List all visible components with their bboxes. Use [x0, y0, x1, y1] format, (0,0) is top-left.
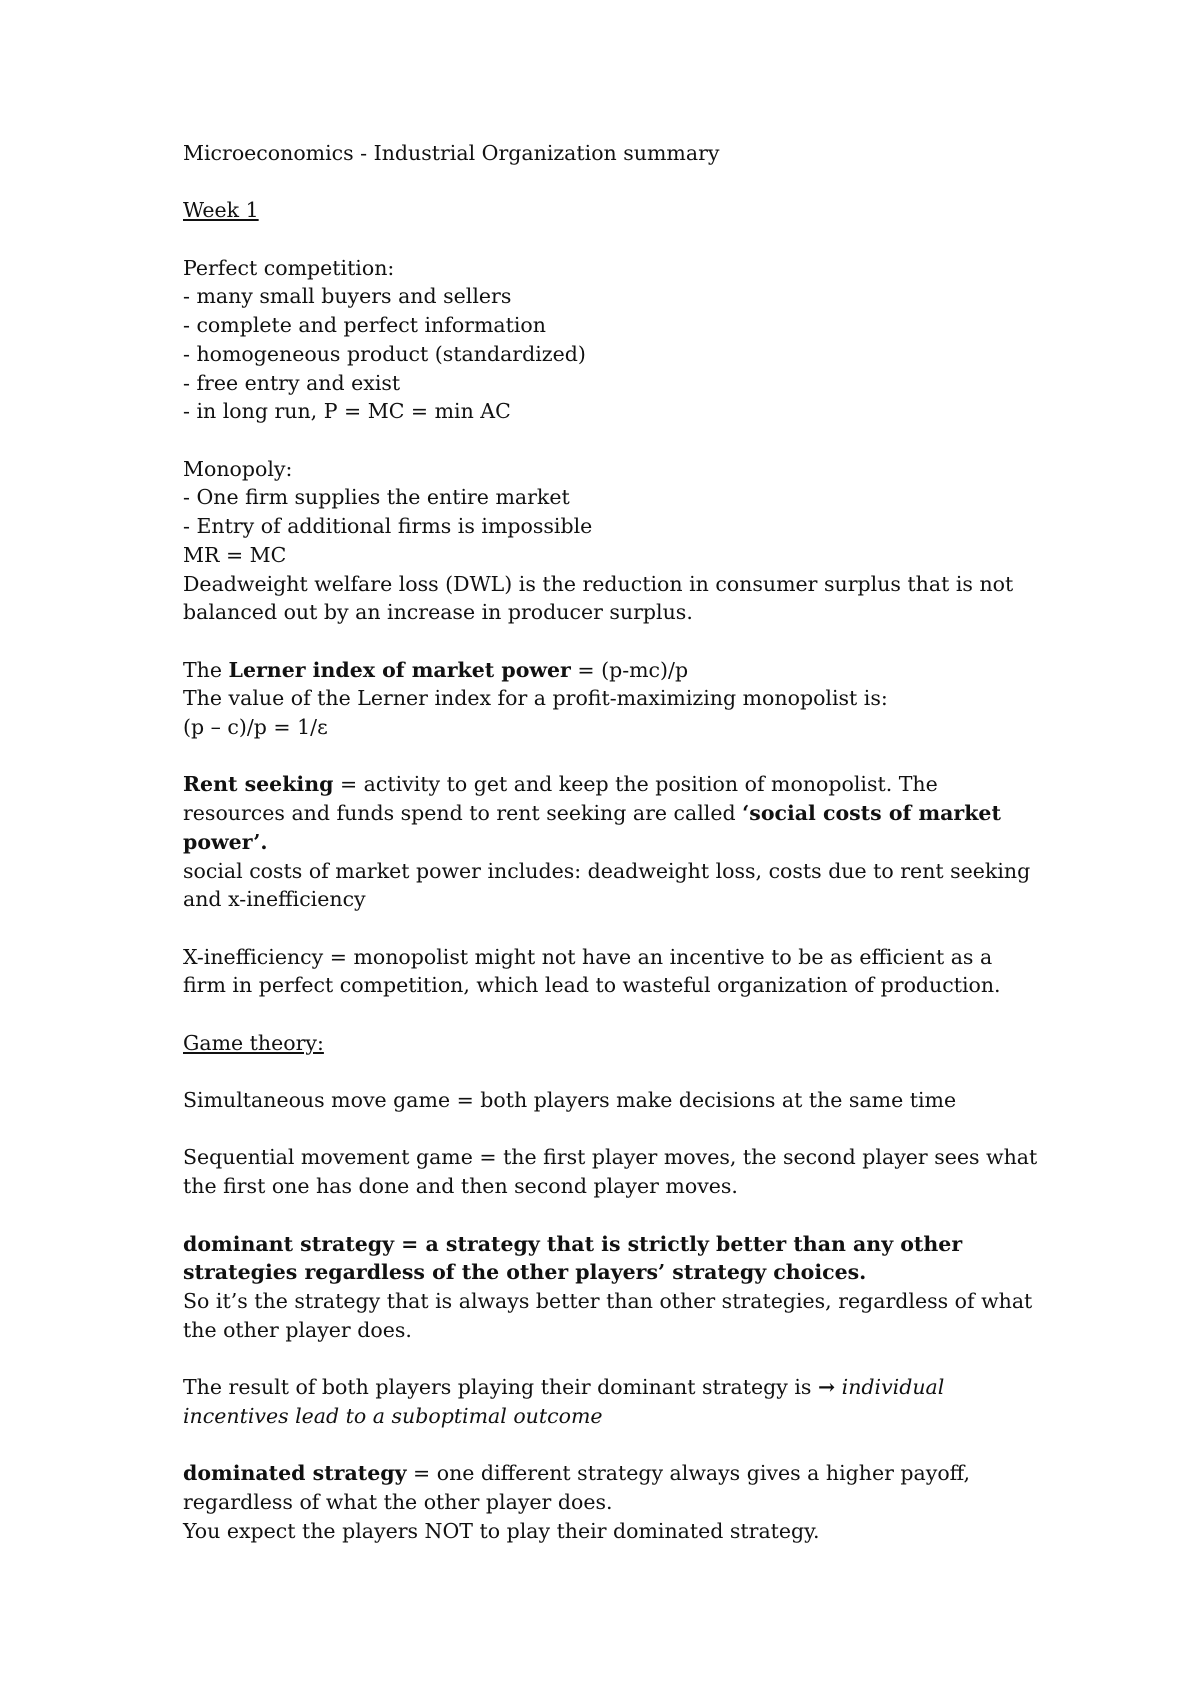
game-theory-heading: Game theory: — [183, 1030, 324, 1055]
lerner-formula: (p – c)/p = 1/ε — [183, 715, 328, 739]
dominated-strategy-term: dominated strategy — [183, 1461, 407, 1486]
mr-mc-line: MR = MC — [183, 542, 287, 567]
sequential-game-text: the first one has done and then second player moves. — [183, 1174, 738, 1199]
rent-seeking-term: Rent seeking — [183, 772, 334, 797]
list-item: - free entry and exist — [183, 370, 401, 395]
monopoly-heading: Monopoly: — [183, 456, 293, 481]
social-costs-term: power’. — [183, 829, 268, 854]
lerner-text: The value of the Lerner index for a profit-maximizing monopolist is: — [183, 686, 888, 711]
list-item: - homogeneous product (standardized) — [183, 341, 586, 366]
week-heading: Week 1 — [183, 198, 259, 223]
dominant-strategy-definition: strategies regardless of the other players’ strategy choices. — [183, 1260, 867, 1285]
dominant-strategy-definition: dominant strategy = a strategy that is strictly better than any other — [183, 1231, 963, 1256]
rent-seeking-definition: Rent seeking = activity to get and keep the position of monopolist. The — [183, 772, 938, 797]
social-costs-term: ‘social costs of market — [742, 801, 1001, 826]
result-text: incentives lead to a suboptimal outcome — [183, 1403, 603, 1428]
rent-seeking-text: social costs of market power includes: deadweight loss, costs due to rent seeking — [183, 858, 1031, 883]
sequential-game-text: Sequential movement game = the first player moves, the second player sees what — [183, 1145, 1038, 1170]
simultaneous-game-text: Simultaneous move game = both players make decisions at the same time — [183, 1088, 957, 1113]
right-arrow-icon: → — [817, 1375, 836, 1400]
dominant-strategy-text: the other player does. — [183, 1317, 412, 1342]
result-text: The result of both players playing their dominant strategy is → individual — [183, 1375, 945, 1400]
list-item: - Entry of additional firms is impossible — [183, 514, 593, 539]
dominated-strategy-text: You expect the players NOT to play their dominated strategy. — [183, 1518, 820, 1543]
document-title: Microeconomics - Industrial Organization summary — [183, 141, 720, 165]
dwl-text: Deadweight welfare loss (DWL) is the reduction in consumer surplus that is not — [183, 571, 1014, 596]
lerner-term: Lerner index of market power — [228, 657, 571, 682]
list-item: - complete and perfect information — [183, 313, 546, 338]
x-inefficiency-text: firm in perfect competition, which lead to wasteful organization of production. — [183, 973, 1001, 998]
document-page: Microeconomics - Industrial Organization summary Week 1 Perfect competition: - many small buyers and sellers - complete and perfect information - homogeneous product (standardized) - free entry and exist - in long run, P = MC = min AC Monopoly: - One firm supplies the entire market - Entry of additional firms is impossible MR = MC Deadweight welfare loss (DWL) is the reduction in consumer surplus that is not balanced out by an increase in producer surplus. The Lerner index of market power = (p-mc)/p The value of the Lerner index for a profit-maximizing monopolist is: (p – c)/p = 1/ε Rent seeking = activity to get and keep the position of monopolist. The resources and funds spend to rent seeking are called ‘social costs of market power’. social costs of market power includes: deadweight loss, costs due to rent seeking and x-inefficiency X-inefficiency = monopolist might not have an incentive to be as efficient as a firm in perfect competition, which lead to wasteful organization of production. Game theory: Simultaneous move game = both players make decisions at the same time Sequential movement game = the first player moves, the second player sees what the first one has done and then second player moves. dominant strategy = a strategy that is strictly better than any other strategies regardless of the other players’ strategy choices. So it’s the strategy that is always better than other strategies, regardless of what the other player does. The result of both players playing their dominant strategy is → individual incentives lead to a suboptimal outcome dominated strategy = one different strategy always gives a higher payoff, regardless of what the other player does. You expect the players NOT to play their dominated strategy. — [0, 0, 1200, 1698]
list-item: - One firm supplies the entire market — [183, 485, 570, 510]
dominant-strategy-term: dominant strategy — [183, 1231, 395, 1256]
lerner-definition: The Lerner index of market power = (p-mc)/p — [183, 657, 689, 682]
perfect-competition-heading: Perfect competition: — [183, 255, 395, 280]
dwl-text: balanced out by an increase in producer surplus. — [183, 600, 693, 625]
rent-seeking-text: and x-inefficiency — [183, 887, 366, 912]
dominant-strategy-text: So it’s the strategy that is always better than other strategies, regardless of what — [183, 1288, 1033, 1313]
dominated-strategy-definition: dominated strategy = one different strategy always gives a higher payoff, — [183, 1461, 971, 1486]
dominated-strategy-text: regardless of what the other player does. — [183, 1489, 613, 1514]
list-item: - in long run, P = MC = min AC — [183, 399, 511, 424]
x-inefficiency-text: X-inefficiency = monopolist might not have an incentive to be as efficient as a — [183, 944, 993, 969]
list-item: - many small buyers and sellers — [183, 284, 512, 309]
